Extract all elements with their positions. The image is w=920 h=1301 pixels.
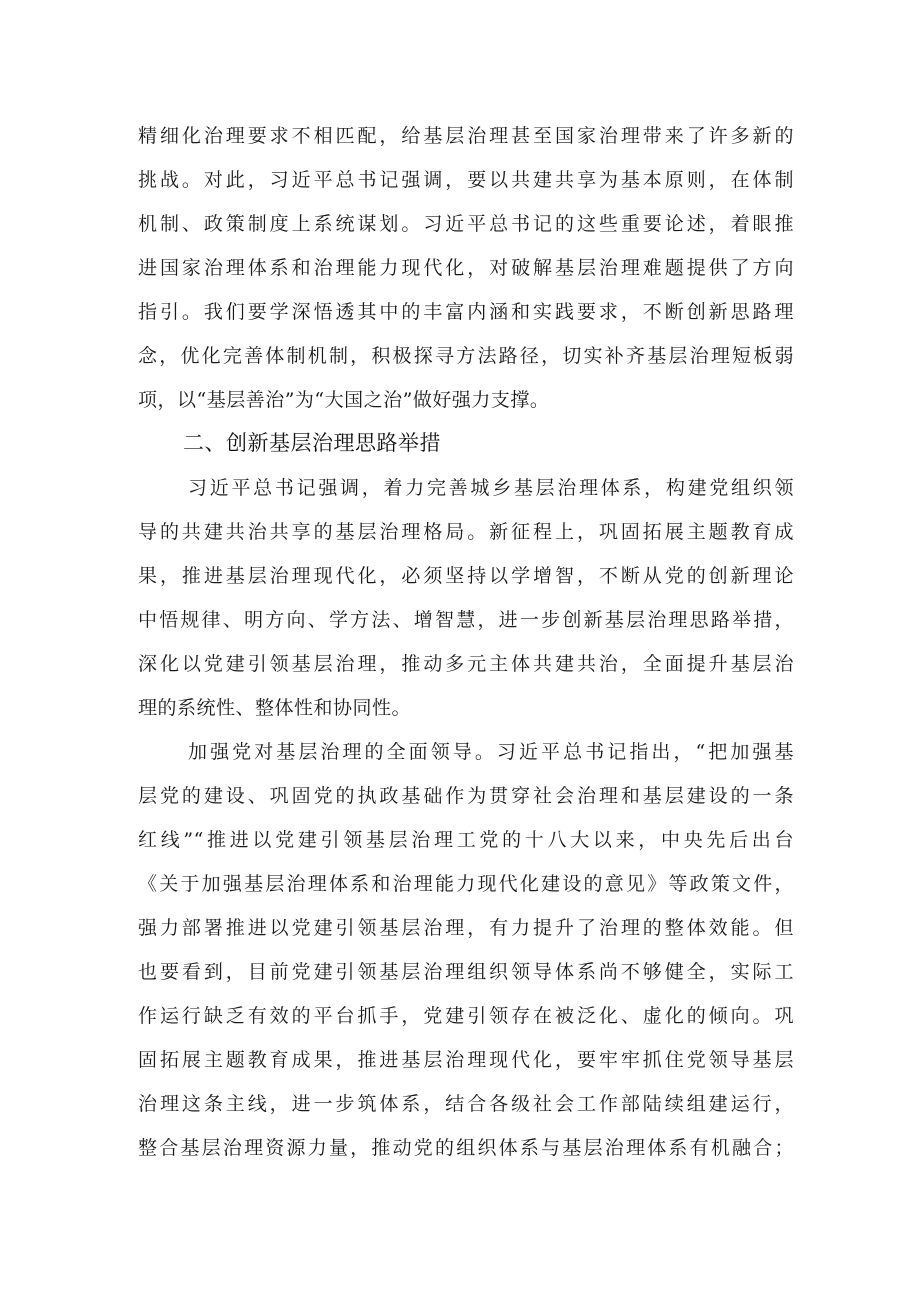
paragraph-3-line: 红线”“推进以党建引领基层治理工党的十八大以来，中央先后出台 <box>138 829 794 851</box>
paragraph-1-line: 项，以“基层善治”为“大国之治”做好强力支撑。 <box>138 389 550 411</box>
paragraph-1-line: 进国家治理体系和治理能力现代化，对破解基层治理难题提供了方向 <box>138 257 794 279</box>
paragraph-1-line: 指引。我们要学深悟透其中的丰富内涵和实践要求，不断创新思路理 <box>138 301 794 323</box>
paragraph-3-line: 《关于加强基层治理体系和治理能力现代化建设的意见》等政策文件， <box>138 873 794 895</box>
paragraph-2-line: 习近平总书记强调，着力完善城乡基层治理体系，构建党组织领 <box>188 477 794 499</box>
paragraph-2-line: 理的系统性、整体性和协同性。 <box>138 697 412 719</box>
paragraph-1-line: 挑战。对此，习近平总书记强调，要以共建共享为基本原则，在体制 <box>138 169 794 191</box>
paragraph-3-line: 加强党对基层治理的全面领导。习近平总书记指出，“把加强基 <box>188 741 794 763</box>
paragraph-3-line: 层党的建设、巩固党的执政基础作为贯穿社会治理和基层建设的一条 <box>138 785 794 807</box>
paragraph-1-line: 精细化治理要求不相匹配，给基层治理甚至国家治理带来了许多新的 <box>138 125 794 147</box>
paragraph-1-line: 念，优化完善体制机制，积极探寻方法路径，切实补齐基层治理短板弱 <box>138 345 794 367</box>
paragraph-3-line: 作运行缺乏有效的平台抓手，党建引领存在被泛化、虚化的倾向。巩 <box>138 1005 794 1027</box>
paragraph-3-line: 治理这条主线，进一步筑体系，结合各级社会工作部陆续组建运行， <box>138 1093 794 1115</box>
section-heading: 二、创新基层治理思路举措 <box>183 431 441 455</box>
paragraph-3-line: 也要看到，目前党建引领基层治理组织领导体系尚不够健全，实际工 <box>138 961 794 983</box>
paragraph-3-line: 固拓展主题教育成果，推进基层治理现代化，要牢牢抓住党领导基层 <box>138 1049 794 1071</box>
paragraph-2-line: 深化以党建引领基层治理，推动多元主体共建共治，全面提升基层治 <box>138 653 794 675</box>
paragraph-3-line: 整合基层治理资源力量，推动党的组织体系与基层治理体系有机融合； <box>138 1137 794 1159</box>
paragraph-2-line: 导的共建共治共享的基层治理格局。新征程上，巩固拓展主题教育成 <box>138 521 794 543</box>
paragraph-1-line: 机制、政策制度上系统谋划。习近平总书记的这些重要论述，着眼推 <box>138 213 794 235</box>
paragraph-2-line: 中悟规律、明方向、学方法、增智慧，进一步创新基层治理思路举措， <box>138 609 794 631</box>
paragraph-3-line: 强力部署推进以党建引领基层治理，有力提升了治理的整体效能。但 <box>138 917 794 939</box>
paragraph-2-line: 果，推进基层治理现代化，必须坚持以学增智，不断从党的创新理论 <box>138 565 794 587</box>
